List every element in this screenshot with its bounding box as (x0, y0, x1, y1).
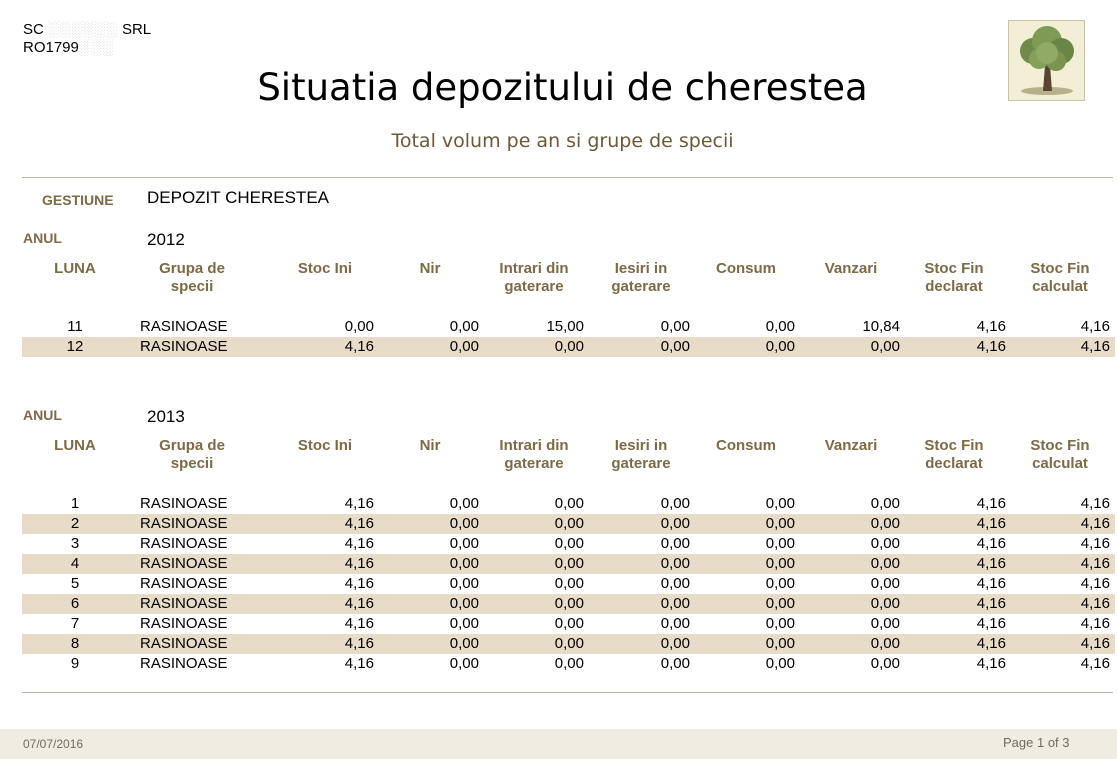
column-header-line: LUNA (54, 437, 96, 454)
value-cell: 0,00 (660, 515, 690, 532)
column-header-line: gaterare (504, 455, 564, 472)
value-cell: 0,00 (449, 595, 479, 612)
column-header (1012, 437, 1108, 473)
year-label: ANUL (23, 407, 62, 423)
column-header-line: specii (170, 278, 214, 295)
table-row (22, 594, 1115, 614)
column-header-line: Stoc Fin (1030, 437, 1090, 454)
column-header (405, 260, 455, 278)
column-header-line: Vanzari (824, 260, 878, 277)
table-row (22, 494, 1115, 514)
value-cell: 0,00 (765, 495, 795, 512)
column-header-line: Stoc Fin (924, 260, 984, 277)
column-header (596, 437, 686, 473)
redacted-text: ░░░ (78, 39, 114, 56)
value-cell: 0,00 (449, 535, 479, 552)
value-cell: 4,16 (976, 595, 1006, 612)
value-cell: 4,16 (344, 655, 374, 672)
value-cell: 0,00 (660, 338, 690, 355)
column-header-line: gaterare (504, 278, 564, 295)
column-header (484, 437, 584, 473)
value-cell: 0,00 (554, 338, 584, 355)
value-cell: 4,16 (1080, 535, 1110, 552)
table-row (22, 514, 1115, 534)
value-cell: 0,00 (554, 555, 584, 572)
value-cell: 0,00 (870, 495, 900, 512)
column-header-line: calculat (1032, 278, 1088, 295)
value-cell: 0,00 (765, 515, 795, 532)
value-cell: 0,00 (765, 555, 795, 572)
month-cell: 1 (70, 495, 80, 512)
column-header-line: Consum (716, 260, 776, 277)
table-row (22, 337, 1115, 357)
month-cell: 8 (70, 635, 80, 652)
column-header-line: Intrari din (499, 437, 569, 454)
column-header-line: Iesiri in (614, 437, 668, 454)
gestiune-label: GESTIUNE (42, 192, 114, 208)
column-header (140, 437, 244, 473)
value-cell: 4,16 (976, 338, 1006, 355)
value-cell: 0,00 (660, 555, 690, 572)
column-header (405, 437, 455, 455)
value-cell: 0,00 (554, 495, 584, 512)
value-cell: 0,00 (660, 495, 690, 512)
value-cell: 0,00 (554, 595, 584, 612)
table-row (22, 317, 1115, 337)
value-cell: 0,00 (449, 495, 479, 512)
column-header (908, 437, 1000, 473)
value-cell: 0,00 (870, 515, 900, 532)
value-cell: 4,16 (344, 555, 374, 572)
value-cell: 0,00 (660, 655, 690, 672)
value-cell: 0,00 (870, 338, 900, 355)
value-cell: 4,16 (1080, 318, 1110, 335)
column-header (808, 260, 894, 278)
column-header-line: Stoc Ini (297, 260, 353, 277)
column-header (280, 437, 370, 455)
column-header (908, 260, 1000, 296)
value-cell: 4,16 (1080, 515, 1110, 532)
value-cell: 0,00 (554, 515, 584, 532)
column-header-line: calculat (1032, 455, 1088, 472)
value-cell: 4,16 (344, 495, 374, 512)
value-cell: 0,00 (449, 655, 479, 672)
value-cell: 0,00 (554, 615, 584, 632)
month-cell: 5 (70, 575, 80, 592)
month-cell: 3 (70, 535, 80, 552)
column-header-line: Nir (419, 260, 441, 277)
company-fiscal-code: RO1799░░░ (23, 39, 114, 56)
value-cell: 0,00 (449, 555, 479, 572)
species-cell: RASINOASE (140, 535, 228, 552)
value-cell: 4,16 (1080, 615, 1110, 632)
value-cell: 4,16 (976, 318, 1006, 335)
value-cell: 0,00 (765, 338, 795, 355)
column-header (596, 260, 686, 296)
company-name: SC ░░░░░░ SRL (23, 21, 152, 38)
month-cell: 6 (70, 595, 80, 612)
species-cell: RASINOASE (140, 515, 228, 532)
column-header (484, 260, 584, 296)
value-cell: 4,16 (1080, 595, 1110, 612)
value-cell: 0,00 (870, 575, 900, 592)
value-cell: 4,16 (976, 635, 1006, 652)
redacted-text: ░░░░░░ (48, 21, 118, 38)
column-header-line: gaterare (611, 278, 671, 295)
value-cell: 0,00 (870, 555, 900, 572)
column-header-line: Iesiri in (614, 260, 668, 277)
table-row (22, 614, 1115, 634)
value-cell: 0,00 (660, 595, 690, 612)
value-cell: 0,00 (554, 655, 584, 672)
value-cell: 4,16 (344, 535, 374, 552)
species-cell: RASINOASE (140, 555, 228, 572)
value-cell: 4,16 (1080, 635, 1110, 652)
value-cell: 4,16 (1080, 338, 1110, 355)
report-subtitle: Total volum pe an si grupe de specii (391, 130, 734, 152)
table-row (22, 554, 1115, 574)
column-header-line: Grupa de (159, 260, 225, 277)
column-header (700, 260, 792, 278)
column-header-line: Stoc Ini (297, 437, 353, 454)
value-cell: 4,16 (976, 555, 1006, 572)
value-cell: 0,00 (660, 318, 690, 335)
value-cell: 0,00 (765, 595, 795, 612)
value-cell: 0,00 (765, 615, 795, 632)
column-header (22, 260, 128, 278)
value-cell: 4,16 (1080, 575, 1110, 592)
value-cell: 0,00 (449, 318, 479, 335)
species-cell: RASINOASE (140, 615, 228, 632)
column-header (280, 260, 370, 278)
year-value: 2012 (147, 230, 185, 249)
column-header-line: Intrari din (499, 260, 569, 277)
species-cell: RASINOASE (140, 495, 228, 512)
print-date: 07/07/2016 (23, 737, 84, 751)
value-cell: 4,16 (976, 655, 1006, 672)
value-cell: 0,00 (765, 575, 795, 592)
month-cell: 9 (70, 655, 80, 672)
table-row (22, 634, 1115, 654)
column-header (22, 437, 128, 455)
report-title: Situatia depozitului de cherestea (257, 66, 868, 109)
value-cell: 0,00 (870, 535, 900, 552)
value-cell: 0,00 (765, 635, 795, 652)
value-cell: 0,00 (870, 595, 900, 612)
column-header-line: Stoc Fin (1030, 260, 1090, 277)
page-indicator: Page 1 of 3 (1003, 735, 1070, 750)
value-cell: 0,00 (870, 635, 900, 652)
species-cell: RASINOASE (140, 575, 228, 592)
value-cell: 0,00 (449, 615, 479, 632)
column-header (140, 260, 244, 296)
month-cell: 2 (70, 515, 80, 532)
month-cell: 11 (67, 318, 83, 335)
value-cell: 0,00 (449, 515, 479, 532)
value-cell: 0,00 (449, 635, 479, 652)
value-cell: 0,00 (554, 535, 584, 552)
value-cell: 4,16 (976, 495, 1006, 512)
column-header-line: gaterare (611, 455, 671, 472)
column-header-line: Stoc Fin (924, 437, 984, 454)
column-header (1012, 260, 1108, 296)
gestiune-value: DEPOZIT CHERESTEA (147, 188, 329, 207)
value-cell: 0,00 (449, 338, 479, 355)
page-footer (0, 729, 1117, 759)
value-cell: 0,00 (870, 655, 900, 672)
company-block (23, 21, 151, 57)
species-cell: RASINOASE (140, 655, 228, 672)
value-cell: 0,00 (554, 635, 584, 652)
year-value: 2013 (147, 407, 185, 426)
species-cell: RASINOASE (140, 318, 228, 335)
month-cell: 7 (70, 615, 80, 632)
value-cell: 4,16 (344, 575, 374, 592)
value-cell: 15,00 (546, 318, 584, 335)
column-header-line: specii (170, 455, 214, 472)
table-row (22, 574, 1115, 594)
value-cell: 0,00 (660, 615, 690, 632)
value-cell: 4,16 (976, 615, 1006, 632)
value-cell: 4,16 (976, 535, 1006, 552)
species-cell: RASINOASE (140, 338, 228, 355)
year-label: ANUL (23, 230, 62, 246)
value-cell: 4,16 (1080, 655, 1110, 672)
species-cell: RASINOASE (140, 595, 228, 612)
value-cell: 4,16 (344, 615, 374, 632)
value-cell: 0,00 (765, 535, 795, 552)
value-cell: 0,00 (554, 575, 584, 592)
table-row (22, 534, 1115, 554)
column-header-line: Consum (716, 437, 776, 454)
value-cell: 0,00 (344, 318, 374, 335)
value-cell: 0,00 (765, 655, 795, 672)
value-cell: 0,00 (449, 575, 479, 592)
value-cell: 0,00 (660, 575, 690, 592)
value-cell: 4,16 (344, 338, 374, 355)
value-cell: 4,16 (344, 515, 374, 532)
divider (22, 177, 1113, 178)
column-header-line: declarat (925, 455, 983, 472)
value-cell: 4,16 (1080, 555, 1110, 572)
divider (22, 692, 1113, 693)
species-cell: RASINOASE (140, 635, 228, 652)
value-cell: 4,16 (1080, 495, 1110, 512)
month-cell: 4 (70, 555, 80, 572)
value-cell: 0,00 (765, 318, 795, 335)
column-header-line: Grupa de (159, 437, 225, 454)
value-cell: 0,00 (660, 535, 690, 552)
value-cell: 4,16 (976, 515, 1006, 532)
value-cell: 4,16 (976, 575, 1006, 592)
column-header-line: Vanzari (824, 437, 878, 454)
month-cell: 12 (66, 338, 84, 355)
value-cell: 0,00 (870, 615, 900, 632)
value-cell: 4,16 (344, 635, 374, 652)
column-header (808, 437, 894, 455)
value-cell: 0,00 (660, 635, 690, 652)
table-row (22, 654, 1115, 674)
column-header-line: Nir (419, 437, 441, 454)
column-header-line: LUNA (54, 260, 96, 277)
column-header (700, 437, 792, 455)
column-header-line: declarat (925, 278, 983, 295)
value-cell: 10,84 (862, 318, 900, 335)
value-cell: 4,16 (344, 595, 374, 612)
